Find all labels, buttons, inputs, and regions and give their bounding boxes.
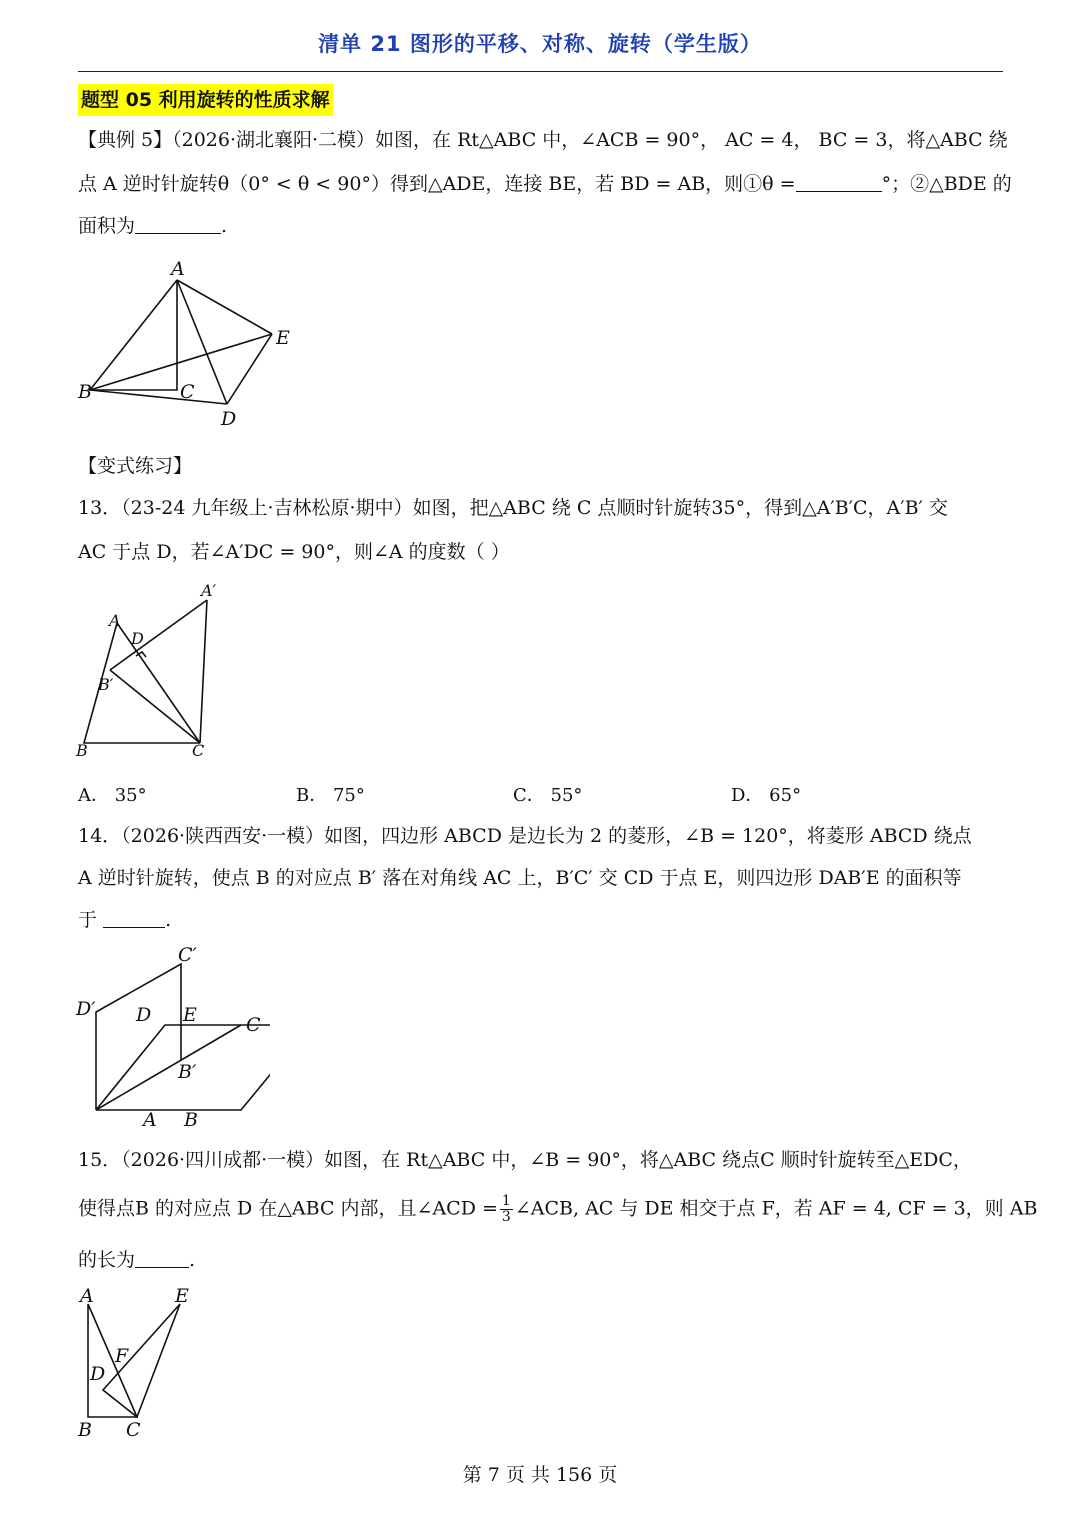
- answer-blank-q14[interactable]: [103, 909, 165, 928]
- q14-line3: [78, 908, 171, 932]
- label-C: C: [192, 741, 205, 760]
- q13-option-b[interactable]: [296, 781, 365, 807]
- q15-line2-tail: ∠ACB, AC 与 DE 相交于点 F，若 AF = 4, CF = 3，则 AB: [514, 1197, 1038, 1220]
- label-B: B: [78, 1419, 92, 1441]
- label-D-prime: D′: [76, 998, 96, 1020]
- fig-line: [117, 623, 200, 743]
- label-B: B: [78, 381, 92, 403]
- page-footer: 第 7 页 共 156 页: [462, 1464, 618, 1486]
- fig-line: [200, 600, 207, 743]
- q13-figure: [70, 578, 230, 763]
- answer-blank-theta[interactable]: [796, 173, 882, 192]
- label-B-prime: B′: [178, 1061, 197, 1083]
- option-label: D．: [731, 785, 764, 806]
- example5-line2-tail: °；②△BDE 的: [881, 173, 1012, 195]
- label-C: C: [126, 1419, 141, 1441]
- label-C-prime: C′: [178, 944, 197, 966]
- q15-line3-tail: .: [189, 1249, 196, 1271]
- label-C: C: [246, 1014, 261, 1036]
- option-value: 55°: [550, 785, 583, 806]
- q15-figure: [70, 1282, 210, 1442]
- example5-line2-text: 点 A 逆时针旋转θ（0° < θ < 90°）得到△ADE，连接 BE，若 BD = AB，则①θ =: [78, 173, 796, 195]
- q14-line1: 14．（2026·陕西西安·一模）如图，四边形 ABCD 是边长为 2 的菱形，∠B = 120°，将菱形 ABCD 绕点: [78, 825, 972, 847]
- option-label: C．: [513, 785, 545, 806]
- q15-line3-text: 的长为: [78, 1249, 136, 1271]
- label-E: E: [175, 1285, 189, 1307]
- label-A: A: [109, 611, 121, 630]
- q15-line3: [78, 1248, 195, 1272]
- label-C: C: [180, 381, 195, 403]
- example5-line1: 【典例 5】（2026·湖北襄阳·二模）如图，在 Rt△ABC 中，∠ACB = 90°， AC = 4， BC = 3，将△ABC 绕: [78, 129, 1008, 151]
- q13-line2: AC 于点 D，若∠A′DC = 90°，则∠A 的度数（ ）: [78, 541, 510, 563]
- label-B: B: [184, 1109, 198, 1131]
- label-A: A: [171, 258, 185, 280]
- q13-option-d[interactable]: [731, 781, 801, 807]
- header-divider: [78, 71, 1003, 72]
- q14-line3-tail: .: [165, 909, 172, 931]
- fig-line: [90, 280, 177, 390]
- q13-option-a[interactable]: [78, 781, 147, 807]
- fraction-numerator: 1: [501, 1193, 511, 1209]
- fig-line: [90, 390, 227, 404]
- q13-line1: 13．（23-24 九年级上·吉林松原·期中）如图，把△ABC 绕 C 点顺时针旋转35°，得到△A′B′C，A′B′ 交: [78, 497, 948, 519]
- label-E: E: [276, 327, 290, 349]
- label-D: D: [90, 1363, 106, 1385]
- label-D: D: [131, 629, 144, 648]
- fig-line: [177, 280, 272, 334]
- q14-figure: [70, 940, 270, 1135]
- option-value: 65°: [769, 785, 802, 806]
- q15-line2-text: 使得点B 的对应点 D 在△ABC 内部，且∠ACD =: [78, 1197, 498, 1220]
- example5-line3-tail: .: [221, 215, 228, 237]
- practice-title: 【变式练习】: [78, 455, 193, 477]
- option-label: A．: [78, 785, 109, 806]
- fraction-one-third: [500, 1194, 513, 1225]
- fig-line: [227, 334, 272, 404]
- label-D: D: [136, 1004, 152, 1026]
- q14-line2: A 逆时针旋转，使点 B 的对应点 B′ 落在对角线 AC 上，B′C′ 交 CD 于点 E，则四边形 DAB′E 的面积等: [78, 867, 962, 889]
- q15-line1: 15．（2026·四川成都·一模）如图，在 Rt△ABC 中，∠B = 90°，将△ABC 绕点C 顺时针旋转至△EDC，: [78, 1149, 972, 1171]
- label-D: D: [221, 408, 237, 430]
- label-A: A: [143, 1109, 157, 1131]
- fig-line: [96, 1025, 241, 1110]
- answer-blank-q15[interactable]: [135, 1249, 189, 1268]
- label-A: A: [80, 1285, 94, 1307]
- option-label: B．: [296, 785, 328, 806]
- label-B: B: [76, 741, 88, 760]
- label-B-prime: B′: [98, 675, 114, 694]
- q13-option-c[interactable]: [513, 781, 582, 807]
- q14-line3-text: 于: [78, 909, 98, 931]
- q15-line2: [78, 1194, 1037, 1225]
- page-header-title: 清单 21 图形的平移、对称、旋转（学生版）: [318, 32, 762, 56]
- label-F: F: [115, 1345, 129, 1367]
- example5-line3: [78, 214, 227, 238]
- option-value: 35°: [114, 785, 147, 806]
- example5-line2: [78, 172, 1012, 196]
- fraction-denominator: 3: [501, 1209, 511, 1225]
- option-value: 75°: [332, 785, 365, 806]
- section-title: 题型 05 利用旋转的性质求解: [78, 84, 333, 116]
- fig-line: [96, 964, 181, 1110]
- fig-line: [110, 670, 200, 743]
- answer-blank-area[interactable]: [135, 215, 221, 234]
- example5-line3-text: 面积为: [78, 215, 136, 237]
- example5-figure: [70, 255, 310, 435]
- label-A-prime: A′: [201, 581, 217, 600]
- label-E: E: [183, 1004, 197, 1026]
